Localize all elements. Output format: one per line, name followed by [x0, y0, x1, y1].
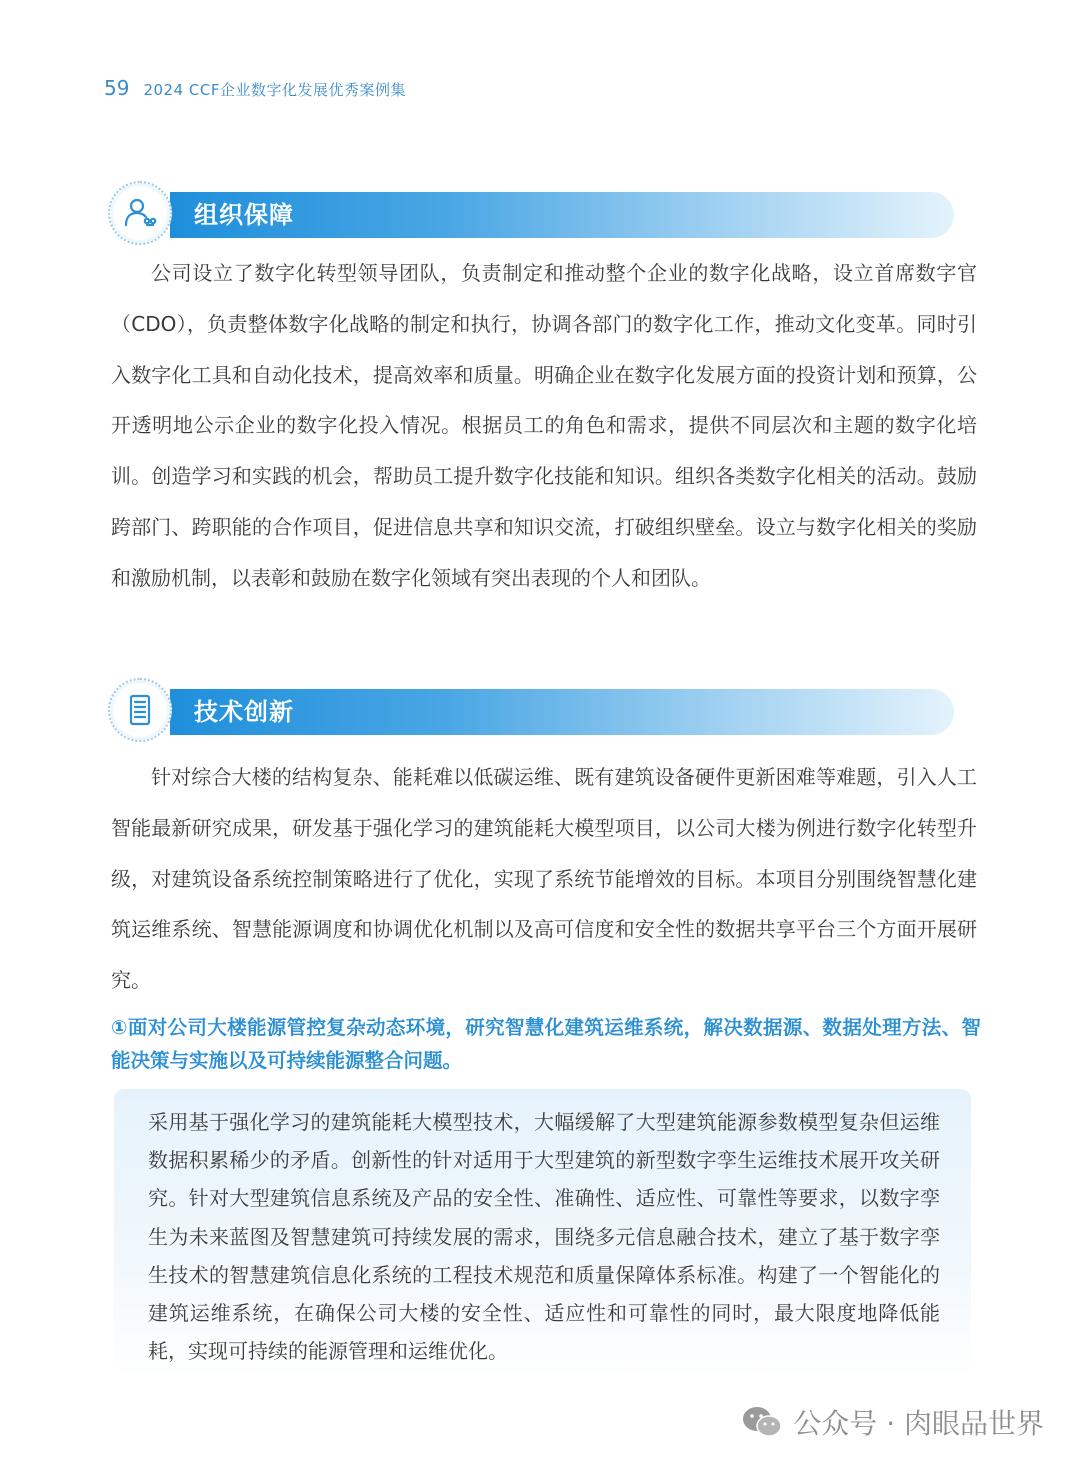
detail-box-text: 采用基于强化学习的建筑能耗大模型技术，大幅缓解了大型建筑能源参数模型复杂但运维数据积累稀少的矛盾。创新性的针对适用于大型建筑的新型数字孪生运维技术展开攻关研究。针对大型建筑信息系统及产品的安全性、准确性、适应性、可靠性等要求，以数字孪生为未来蓝图及智慧建筑可持续发展的需求，围绕多元信息融合技术，建立了基于数字孪生技术的智慧建筑信息化系统的工程技术规范和质量保障体系标准。构建了一个智能化的建筑运维系统，在确保公司大楼的安全性、适应性和可靠性的同时，最大限度地降低能耗，实现可持续的能源管理和运维优化。 — [148, 1110, 940, 1364]
section-header-organization — [108, 181, 958, 247]
watermark-text: 公众号 · 肉眼品世界 — [793, 1407, 1044, 1440]
people-icon — [108, 181, 172, 245]
page-number: 59 — [104, 76, 130, 100]
server-icon — [108, 678, 172, 742]
watermark — [741, 1402, 1044, 1442]
section-title: 组织保障 — [194, 201, 294, 229]
document-title: 2024 CCF企业数字化发展优秀案例集 — [143, 81, 406, 99]
wechat-icon — [741, 1404, 783, 1440]
section-title: 技术创新 — [194, 698, 294, 726]
page-header — [104, 76, 406, 100]
highlight-point: ①面对公司大楼能源管控复杂动态环境，研究智慧化建筑运维系统，解决数据源、数据处理方法、智能决策与实施以及可持续能源整合问题。 — [111, 1016, 981, 1072]
detail-box — [114, 1089, 971, 1379]
section-paragraph-organization: 公司设立了数字化转型领导团队，负责制定和推动整个企业的数字化战略，设立首席数字官（CDO），负责整体数字化战略的制定和执行，协调各部门的数字化工作，推动文化变革。同时引入数字化工具和自动化技术，提高效率和质量。明确企业在数字化发展方面的投资计划和预算，公开透明地公示企业的数字化投入情况。根据员工的角色和需求，提供不同层次和主题的数字化培训。创造学习和实践的机会，帮助员工提升数字化技能和知识。组织各类数字化相关的活动。鼓励跨部门、跨职能的合作项目，促进信息共享和知识交流，打破组织壁垒。设立与数字化相关的奖励和激励机制，以表彰和鼓励在数字化领域有突出表现的个人和团队。 — [111, 261, 977, 590]
section-paragraph-technology: 针对综合大楼的结构复杂、能耗难以低碳运维、既有建筑设备硬件更新困难等难题，引入人工智能最新研究成果，研发基于强化学习的建筑能耗大模型项目，以公司大楼为例进行数字化转型升级，对建筑设备系统控制策略进行了优化，实现了系统节能增效的目标。本项目分别围绕智慧化建筑运维系统、智慧能源调度和协调优化机制以及高可信度和安全性的数据共享平台三个方面开展研究。 — [111, 765, 977, 993]
section-header-technology — [108, 678, 958, 744]
